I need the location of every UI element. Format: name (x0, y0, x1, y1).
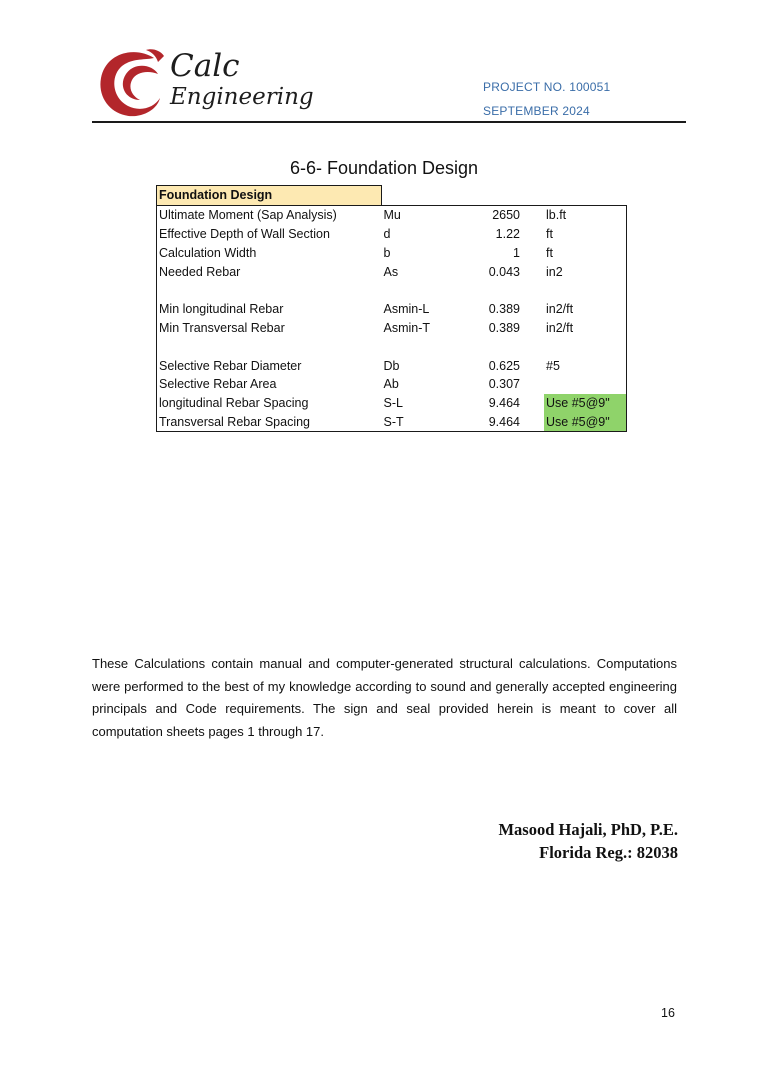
table-row (157, 225, 627, 244)
table-row (157, 375, 627, 394)
table-header-row (157, 186, 627, 206)
row-value: 9.464 (488, 396, 520, 411)
row-symbol: Asmin-T (383, 320, 431, 335)
row-label: Ultimate Moment (Sap Analysis) (157, 205, 382, 224)
row-label: Selective Rebar Area (157, 375, 382, 394)
row-label: Transversal Rebar Spacing (157, 413, 382, 432)
row-unit: in2/ft (544, 319, 627, 338)
spacing-result-badge: Use #5@9" (544, 413, 627, 432)
row-symbol: S-T (382, 413, 461, 432)
row-value: 9.464 (460, 413, 544, 432)
logo-text-engineering: Engineering (170, 84, 314, 110)
row-value: 2650 (460, 205, 544, 224)
table-spacer-row (157, 337, 627, 356)
row-symbol: Ab (383, 377, 399, 392)
row-label: Calculation Width (157, 243, 382, 262)
row-unit: lb.ft (544, 205, 627, 224)
row-value: 1 (513, 245, 520, 260)
spacing-result-badge: Use #5@9" (544, 394, 627, 413)
row-symbol: S-L (383, 396, 403, 411)
row-symbol: As (383, 264, 399, 279)
project-number: PROJECT NO. 100051 (483, 80, 611, 94)
row-unit (544, 375, 627, 394)
table-spacer-row (157, 281, 627, 300)
row-symbol: Mu (382, 205, 461, 224)
company-logo (96, 44, 314, 124)
logo-swirl-icon (96, 44, 168, 124)
row-symbol: d (383, 226, 391, 241)
row-unit: ft (544, 243, 627, 262)
row-label: Effective Depth of Wall Section (157, 225, 382, 244)
certification-statement: These Calculations contain manual and computer-generated structural calculations. Computations were performed to the best of my knowledge according to sound and generally accepted engineering principals and Code requirements. The sign and seal provided herein is meant to cover all computation sheets pages 1 through 17. (92, 656, 677, 739)
table-row (157, 300, 627, 319)
table-row (157, 319, 627, 338)
row-unit: #5 (544, 356, 627, 375)
row-value: 1.22 (495, 226, 520, 241)
page-number: 16 (661, 1006, 675, 1020)
row-symbol: Asmin-L (383, 302, 430, 317)
foundation-design-table (156, 185, 627, 432)
engineer-name: Masood Hajali, PhD, P.E. (498, 820, 678, 839)
table-header: Foundation Design (157, 186, 382, 206)
table-row (157, 205, 627, 224)
section-title: 6-6- Foundation Design (289, 158, 479, 178)
table-row (157, 243, 627, 262)
row-value: 0.307 (488, 377, 520, 392)
row-label: Min Transversal Rebar (157, 319, 382, 338)
row-value: 0.043 (488, 264, 520, 279)
row-value: 0.389 (488, 302, 520, 317)
row-unit: in2/ft (544, 300, 627, 319)
table-row (157, 413, 627, 432)
table-row (157, 394, 627, 413)
logo-text-calc: Calc (170, 48, 240, 84)
row-symbol: b (383, 245, 391, 260)
row-symbol: Db (383, 358, 400, 373)
row-label: Min longitudinal Rebar (157, 300, 382, 319)
row-unit: in2 (544, 262, 627, 281)
row-value: 0.625 (488, 358, 520, 373)
row-label: longitudinal Rebar Spacing (157, 394, 382, 413)
row-label: Selective Rebar Diameter (157, 356, 382, 375)
header-divider (92, 121, 686, 123)
report-date: SEPTEMBER 2024 (483, 104, 590, 118)
row-value: 0.389 (488, 320, 520, 335)
row-label: Needed Rebar (157, 262, 382, 281)
row-unit: ft (544, 225, 627, 244)
engineer-registration: Florida Reg.: 82038 (539, 843, 678, 862)
table-row (157, 356, 627, 375)
table-row (157, 262, 627, 281)
